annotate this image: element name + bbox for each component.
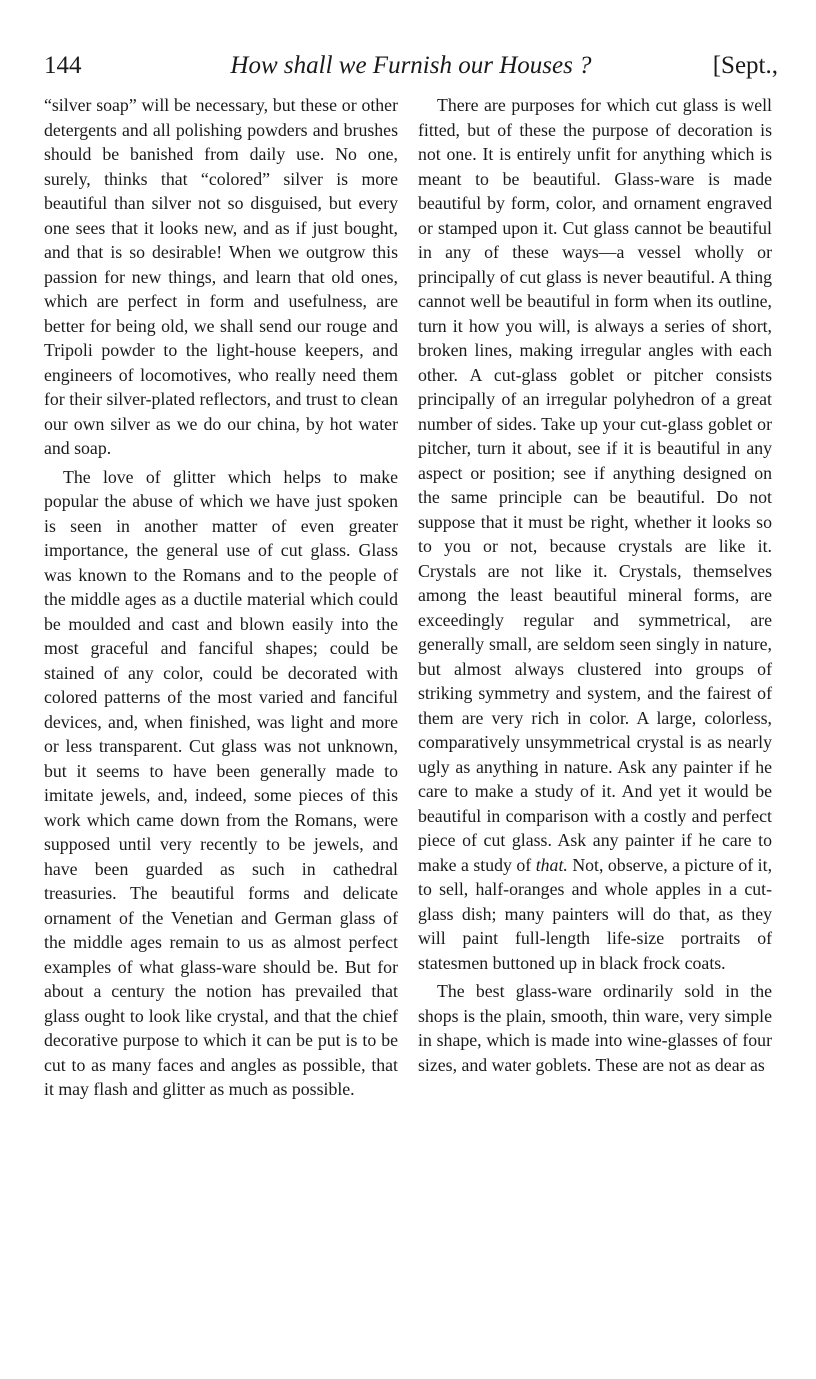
page-number: 144	[44, 52, 82, 79]
paragraph-text: There are purposes for which cut glass is well fitted, but of these the purpose of decoration is not one. It is entirely unfit for anything which is meant to be beautiful. Glass-ware is made beautiful by form, color, and ornament engraved or stamped upon it. Cut glass cannot be beautiful in any of these ways—a vessel wholly or principally of cut glass is never beautiful. A thing cannot well be beautiful in form when its outline, turn it how you will, is always a series of short, broken lines, making irregular angles with each other. A cut-glass goblet or pitcher consists principally of an irregular polyhedron of a great number of sides. Take up your cut-glass goblet or pitcher, turn it about, see if it is beautiful in any aspect or position; see if anything designed on the same principle can be beautiful. Do not suppose that it must be right, whether it looks so to you or not, because crystals are like it. Crystals are not like it. Crystals, themselves among the least beautiful mineral forms, are exceedingly regular and symmetrical, are generally small, are seldom seen singly in nature, but almost always clustered into groups of striking symmetry and system, and the fairest of them are very rich in color. A large, colorless, comparatively unsymmetrical crystal is as nearly ugly as anything in nature. Ask any painter if he care to make a study of it. And yet it would be beautiful in comparison with a costly and perfect piece of cut glass. Ask any painter if he care to make a study of	[418, 95, 772, 875]
running-title: How shall we Furnish our Houses ?	[230, 52, 592, 79]
emphasis-text: that.	[535, 854, 568, 875]
paragraph: The love of glitter which helps to make popular the abuse of which we have just spoken is seen in another matter of even greater importance, the general use of cut glass. Glass was known to the Romans and to the people of the middle ages as a ductile material which could be moulded and cast and blown easily into the most graceful and fanciful shapes; could be stained of any color, could be decorated with colored patterns of the most varied and fanciful devices, and, when finished, was light and more or less transparent. Cut glass was not unknown, but it seems to have been generally made to imitate jewels, and, indeed, some pieces of this work which came down from the Romans, were supposed until very recently to be jewels, and have been guarded as such in cathedral treasuries. The beautiful forms and delicate ornament of the Venetian and German glass of the middle ages remain to us as almost perfect examples of what glass-ware should be. But for about a century the notion has prevailed that glass ought to look like crystal, and that the chief decorative purpose to which it can be put is to be cut to as many faces and angles as possible, that it may flash and glitter as much as possible.	[44, 466, 398, 1099]
issue-date: [Sept.,	[712, 52, 778, 79]
running-header	[44, 48, 778, 84]
paragraph	[418, 93, 772, 975]
paragraph: The best glass-ware ordinarily sold in the shops is the plain, smooth, thin ware, very simple in shape, which is made into wine-glasses of four sizes, and water goblets. These are not as dear as	[418, 981, 772, 1075]
paragraph: “silver soap” will be necessary, but these or other detergents and all polishing powders and brushes should be banished from daily use. No one, surely, thinks that “colored” silver is more beautiful than silver not so disguised, but every one sees that it looks new, and as if just bought, and that is so desirable! When we outgrow this passion for new things, and learn that old ones, which are perfect in form and usefulness, are better for being old, we shall send our rouge and Tripoli powder to the light-house keepers, and engineers of locomotives, who really need them for their silver-plated reflectors, and trust to clean our own silver as we do our china, by hot water and soap.	[44, 95, 398, 458]
left-column	[44, 93, 398, 1102]
right-column	[418, 93, 772, 1077]
paragraph-text: Not, observe, a picture of it, to sell, half-oranges and whole apples in a cut-glass dish; many painters will do that, as they will paint full-length life-size portraits of statesmen buttoned up in black frock coats.	[418, 854, 773, 973]
